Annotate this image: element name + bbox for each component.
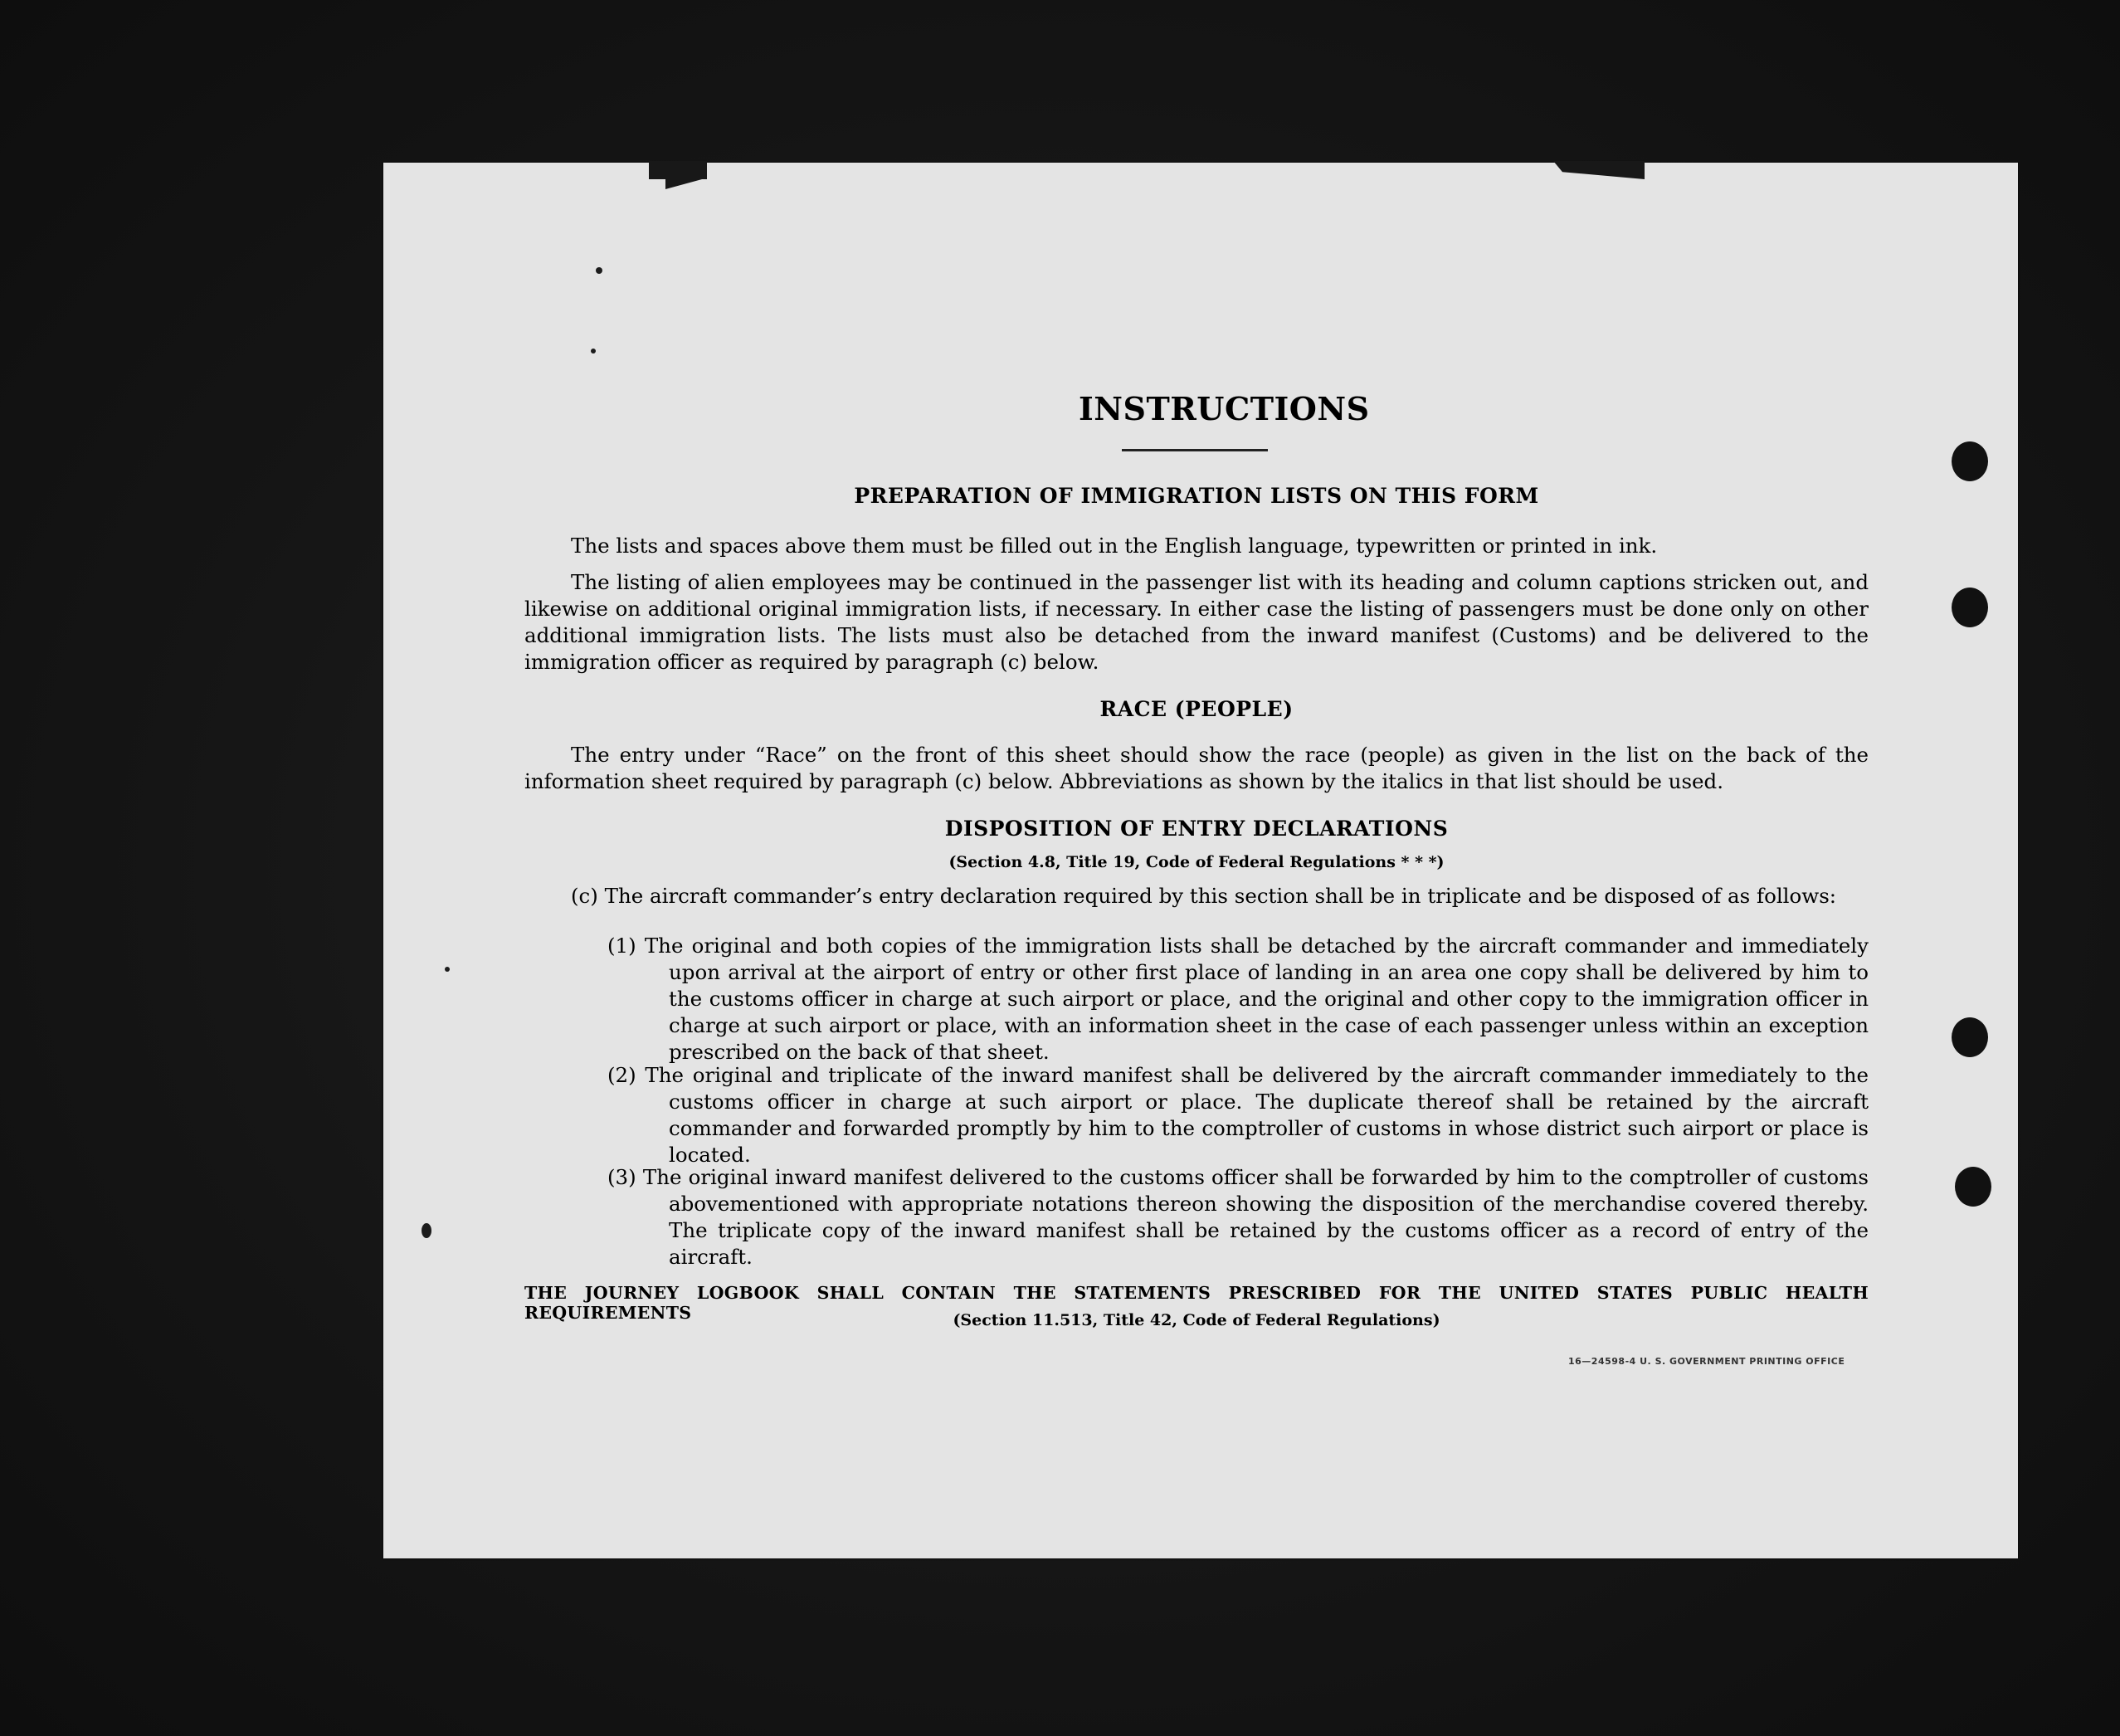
punch-hole bbox=[1952, 441, 1988, 481]
disposition-item-3: (3) The original inward manifest delivered to the customs officer shall be forwarded by him to the comptroller of customs abovementioned with appropriate notations thereon showing the disposition of the merchandise covered thereby. The triplicate copy of the inward manifest shall be retained by the customs officer as a record of entry of the aircraft. bbox=[607, 1165, 1869, 1269]
tear-mark bbox=[1553, 161, 1645, 179]
scan-speck bbox=[445, 967, 450, 972]
punch-hole bbox=[1955, 1167, 1991, 1207]
page-title: INSTRUCTIONS bbox=[1079, 390, 1370, 427]
race-paragraph: The entry under “Race” on the front of this sheet should show the race (people) as given in the list on the back of the information sheet required by paragraph (c) below. Abbreviations as shown by the italics in that list should be used. bbox=[524, 743, 1869, 793]
disposition-lead: (c) The aircraft commander’s entry declaration required by this section shall be in triplicate and be disposed of as follows: bbox=[571, 884, 1837, 908]
punch-hole bbox=[1952, 1017, 1988, 1057]
disposition-citation: (Section 4.8, Title 19, Code of Federal Regulations * * *) bbox=[948, 853, 1445, 871]
health-requirements-notice: THE JOURNEY LOGBOOK SHALL CONTAIN THE STATEMENTS PRESCRIBED FOR THE UNITED STATES PUBLIC HEALTH REQUIREMENTS bbox=[524, 1283, 1869, 1323]
health-requirements-citation: (Section 11.513, Title 42, Code of Federal Regulations) bbox=[953, 1311, 1440, 1329]
scan-speck bbox=[422, 1223, 431, 1238]
scan-speck bbox=[591, 349, 596, 354]
punch-hole bbox=[1952, 588, 1988, 627]
title-rule bbox=[1122, 449, 1268, 451]
scan-speck bbox=[596, 267, 602, 274]
disposition-item-1: (1) The original and both copies of the immigration lists shall be detached by the aircraft commander and immediately upon arrival at the airport of entry or other first place of landing in an area one copy shall be delivered by him to the customs officer in charge at such airport or place, and the original and other copy to the immigration officer in charge at such airport or place, with an information sheet in the case of each passenger unless within an exception prescribed on the back of that sheet. bbox=[607, 934, 1869, 1064]
preparation-heading: PREPARATION OF IMMIGRATION LISTS ON THIS FORM bbox=[854, 484, 1539, 508]
tear-mark bbox=[665, 161, 707, 189]
disposition-heading: DISPOSITION OF ENTRY DECLARATIONS bbox=[944, 817, 1449, 841]
disposition-item-2: (2) The original and triplicate of the inward manifest shall be delivered by the aircraft commander immediately to the customs officer in charge at such airport or place. The duplicate thereof shall be retained by the aircraft commander and forwarded promptly by him to the comptroller of customs in whose district such airport or place is located. bbox=[607, 1063, 1869, 1167]
race-heading: RACE (PEOPLE) bbox=[1099, 697, 1294, 721]
printer-imprint: 16—24598-4 U. S. GOVERNMENT PRINTING OFFICE bbox=[1568, 1356, 1845, 1367]
preparation-paragraph-1: The lists and spaces above them must be filled out in the English language, typewritten or printed in ink. bbox=[571, 534, 1658, 558]
preparation-paragraph-2: The listing of alien employees may be continued in the passenger list with its heading and column captions stricken out, and likewise on additional original immigration lists, if necessary. In either case the listing of passengers must be done only on other additional immigration lists. The lists must also be detached from the inward manifest (Customs) and be delivered to the immigration officer as required by paragraph (c) below. bbox=[524, 570, 1869, 674]
